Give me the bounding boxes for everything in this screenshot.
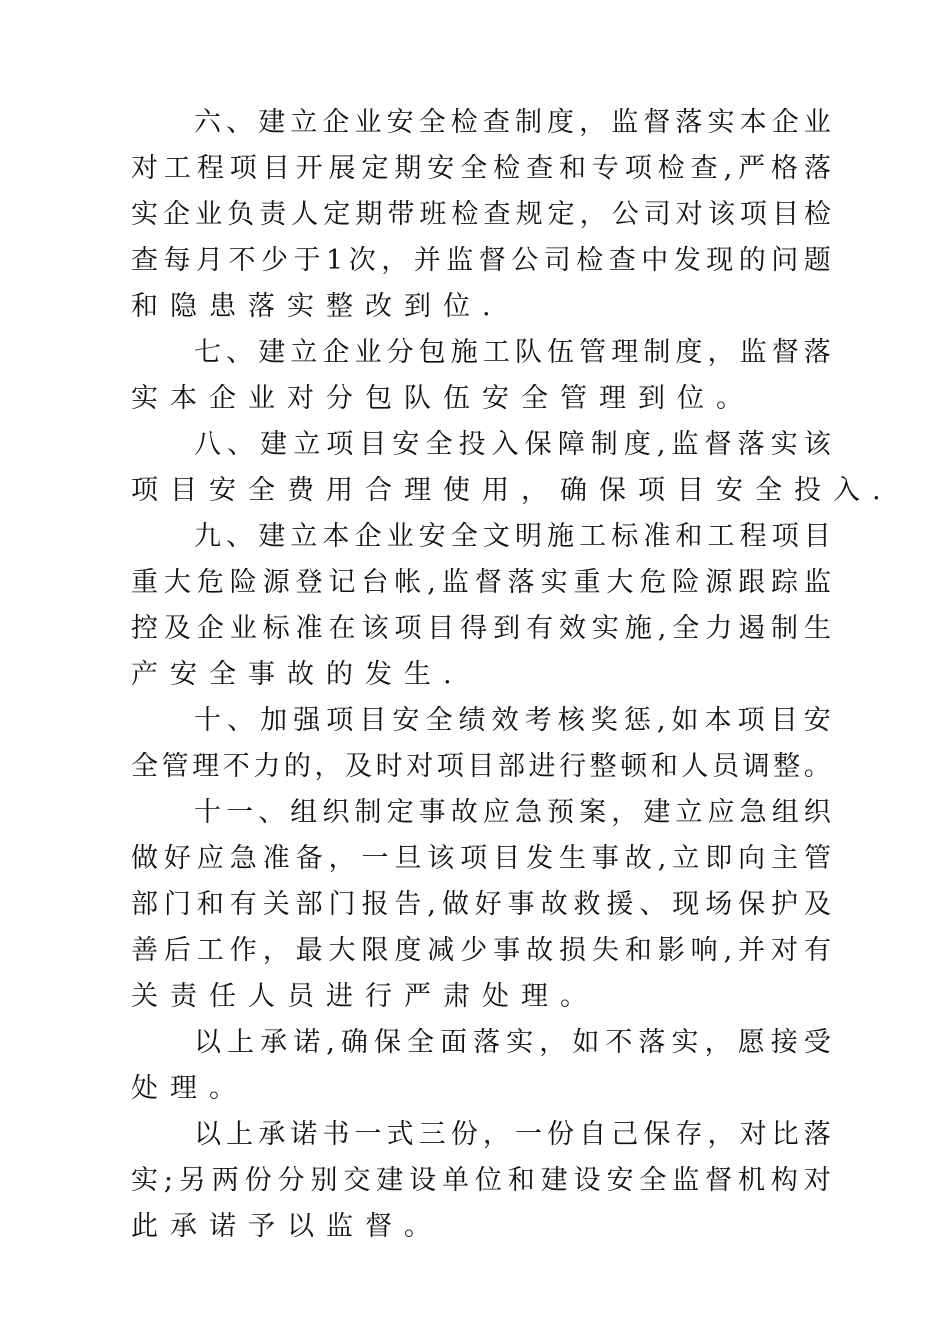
text-line: 部 门 和 有 关 部 门 报 告 , 做 好 事 故 救 援 、 现 场 保 护 及 [131, 889, 831, 920]
text-line: 关 责 任 人 员 进 行 严 肃 处 理 。 [131, 981, 599, 1012]
text-line: 实 ; 另 两 份 分 别 交 建 设 单 位 和 建 设 安 全 监 督 机 构 对 [131, 1165, 831, 1196]
text-line: 处 理 。 [131, 1073, 248, 1104]
text-line: 产 安 全 事 故 的 发 生 . [131, 659, 464, 690]
text-line: 六 、 建 立 企 业 安 全 检 查 制 度 ， 监 督 落 实 本 企 业 [194, 107, 831, 138]
text-line: 善 后 工 作 ， 最 大 限 度 减 少 事 故 损 失 和 影 响 , 并 对 有 [131, 935, 831, 966]
text-line: 以 上 承 诺 书 一 式 三 份 ， 一 份 自 己 保 存 ， 对 比 落 [194, 1119, 831, 1150]
text-line: 八 、 建 立 项 目 安 全 投 入 保 障 制 度 , 监 督 落 实 该 [194, 429, 831, 460]
text-line: 控 及 企 业 标 准 在 该 项 目 得 到 有 效 实 施 , 全 力 遏 制 生 [131, 613, 831, 644]
text-line: 实 本 企 业 对 分 包 队 伍 安 全 管 理 到 位 。 [131, 383, 755, 414]
text-line: 重 大 危 险 源 登 记 台 帐 , 监 督 落 实 重 大 危 险 源 跟 踪 监 [131, 567, 831, 598]
text-line: 全 管 理 不 力 的 ， 及 时 对 项 目 部 进 行 整 顿 和 人 员 调 整 。 [131, 751, 831, 782]
text-line: 以 上 承 诺 , 确 保 全 面 落 实 ， 如 不 落 实 ， 愿 接 受 [194, 1027, 831, 1058]
text-line: 对 工 程 项 目 开 展 定 期 安 全 检 查 和 专 项 检 查 , 严 格 落 [131, 153, 831, 184]
text-line: 做 好 应 急 准 备 ， 一 旦 该 项 目 发 生 事 故 , 立 即 向 主 管 [131, 843, 831, 874]
text-line: 七 、 建 立 企 业 分 包 施 工 队 伍 管 理 制 度 ， 监 督 落 [194, 337, 831, 368]
text-line: 此 承 诺 予 以 监 督 。 [131, 1211, 443, 1242]
text-line: 十 一 、 组 织 制 定 事 故 应 急 预 案 ， 建 立 应 急 组 织 [194, 797, 831, 828]
text-line: 十 、 加 强 项 目 安 全 绩 效 考 核 奖 惩 , 如 本 项 目 安 [194, 705, 831, 736]
text-line: 项 目 安 全 费 用 合 理 使 用 ， 确 保 项 目 安 全 投 入 . [131, 475, 893, 506]
text-line: 查 每 月 不 少 于 1 次 ， 并 监 督 公 司 检 查 中 发 现 的 问 题 [131, 245, 831, 276]
document-body [131, 100, 893, 1250]
text-line: 实 企 业 负 责 人 定 期 带 班 检 查 规 定 ， 公 司 对 该 项 目 检 [131, 199, 831, 230]
text-line: 和 隐 患 落 实 整 改 到 位 . [131, 291, 503, 322]
text-line: 九 、 建 立 本 企 业 安 全 文 明 施 工 标 准 和 工 程 项 目 [194, 521, 831, 552]
